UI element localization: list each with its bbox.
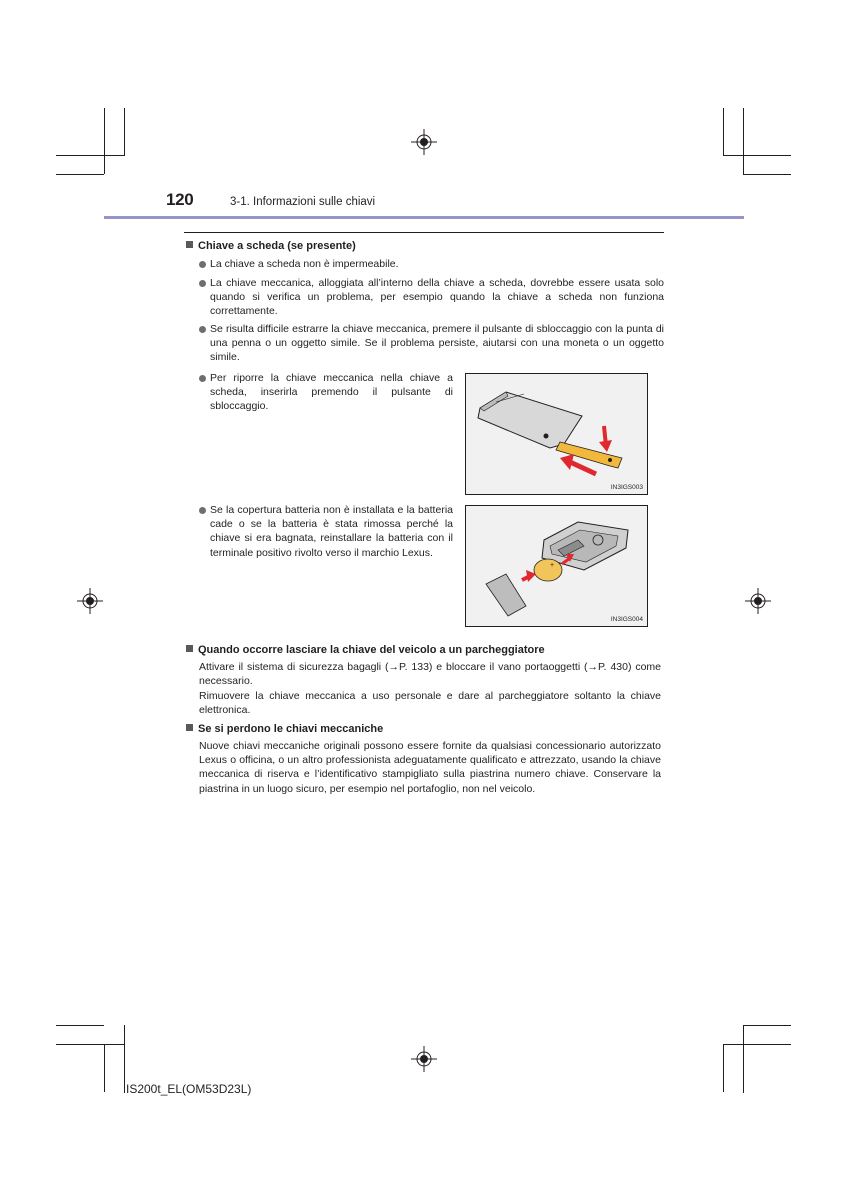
footer-model-code: IS200t_EL(OM53D23L) xyxy=(126,1082,252,1096)
list-item: Se risulta difficile estrarre la chiave meccanica, premere il pulsante di sbloccaggio con la punta di una penna o un oggetto simile. Se il problema persiste, aiutarsi con una moneta o un oggetto simile. xyxy=(199,322,664,365)
figure-store-mechanical-key xyxy=(465,373,648,495)
bullet-square-icon xyxy=(186,645,193,652)
svg-text:+: + xyxy=(550,562,555,569)
bullet-dot-icon xyxy=(199,326,206,333)
crop-mark-bottom-right-h2 xyxy=(723,1044,791,1045)
list-item: La chiave meccanica, alloggiata all’interno della chiave a scheda, dovrebbe essere usata solo quando si verifica un problema, per esempio quando la chiave a scheda non funziona correttamente. xyxy=(199,276,664,319)
registration-mark-icon xyxy=(77,588,103,614)
battery-illustration xyxy=(466,506,647,626)
paragraph-valet-1: Attivare il sistema di sicurezza bagagli (→P. 133) e bloccare il vano portaoggetti (→P. 430) come necessario. xyxy=(199,661,661,688)
header-rule xyxy=(104,216,744,219)
battery-cover xyxy=(486,574,526,616)
crop-mark-top-right-v2 xyxy=(743,108,744,174)
crop-mark-top-left-h2 xyxy=(56,174,104,175)
card-key-illustration xyxy=(466,374,647,494)
list-item: Se la copertura batteria non è installata e la batteria cade o se la batteria è stata rimossa perché la chiave si era bagnata, reinstallare la batteria con il terminale positivo rivolto verso il marchio Lexus. xyxy=(199,503,453,560)
heading-card-key: Chiave a scheda (se presente) xyxy=(186,239,664,253)
crop-mark-top-left-h xyxy=(56,155,124,156)
bullet-dot-icon xyxy=(199,507,206,514)
figure-code: IN3IGS003 xyxy=(610,484,643,491)
crop-mark-top-right-v xyxy=(723,108,724,156)
crop-mark-bottom-left-v xyxy=(104,1044,105,1092)
bullet-dot-icon xyxy=(199,261,206,268)
crop-mark-top-right-h xyxy=(723,155,791,156)
section-title: 3-1. Informazioni sulle chiavi xyxy=(230,196,376,208)
crop-mark-bottom-right-v2 xyxy=(743,1025,744,1093)
registration-mark-icon xyxy=(745,588,771,614)
crop-mark-top-left-v xyxy=(104,108,105,174)
bullet-dot-icon xyxy=(199,280,206,287)
battery xyxy=(534,559,562,581)
card-key xyxy=(478,392,582,448)
crop-mark-bottom-left-v2 xyxy=(124,1025,125,1093)
list-item: La chiave a scheda non è impermeabile. xyxy=(199,257,664,271)
paragraph-valet-2: Rimuovere la chiave meccanica a uso personale e dare al parcheggiatore soltanto la chiave elettronica. xyxy=(199,690,661,717)
crop-mark-top-left-v2 xyxy=(124,108,125,156)
content-rule xyxy=(184,232,664,233)
figure-battery-installation xyxy=(465,505,648,627)
registration-mark-icon xyxy=(411,129,437,155)
crop-mark-bottom-left-h xyxy=(56,1025,104,1026)
registration-mark-icon xyxy=(411,1046,437,1072)
bullet-square-icon xyxy=(186,241,193,248)
crop-mark-top-right-h2 xyxy=(743,174,791,175)
crop-mark-bottom-right-h xyxy=(743,1025,791,1026)
bullet-dot-icon xyxy=(199,375,206,382)
bullet-square-icon xyxy=(186,724,193,731)
list-item: Per riporre la chiave meccanica nella chiave a scheda, inserirla premendo il pulsante di sbloccaggio. xyxy=(199,371,453,414)
heading-valet: Quando occorre lasciare la chiave del veicolo a un parcheggiatore xyxy=(186,643,664,657)
page-number: 120 xyxy=(166,190,194,209)
figure-code: IN3IGS004 xyxy=(610,616,643,623)
heading-lost-keys: Se si perdono le chiavi meccaniche xyxy=(186,722,664,736)
crop-mark-bottom-left-h2 xyxy=(56,1044,124,1045)
crop-mark-bottom-right-v xyxy=(723,1044,724,1092)
paragraph-lost-keys: Nuove chiavi meccaniche originali possono essere fornite da qualsiasi concessionario autorizzato Lexus o officina, o un altro professionista adeguatamente qualificato e attrezzato, usando la chiave meccanica di riserva e l’identificativo stampigliato sulla piastrina numero chiave. Conservare la piastrina in un luogo sicuro, per esempio nel portafoglio, non nel veicolo. xyxy=(199,740,661,795)
